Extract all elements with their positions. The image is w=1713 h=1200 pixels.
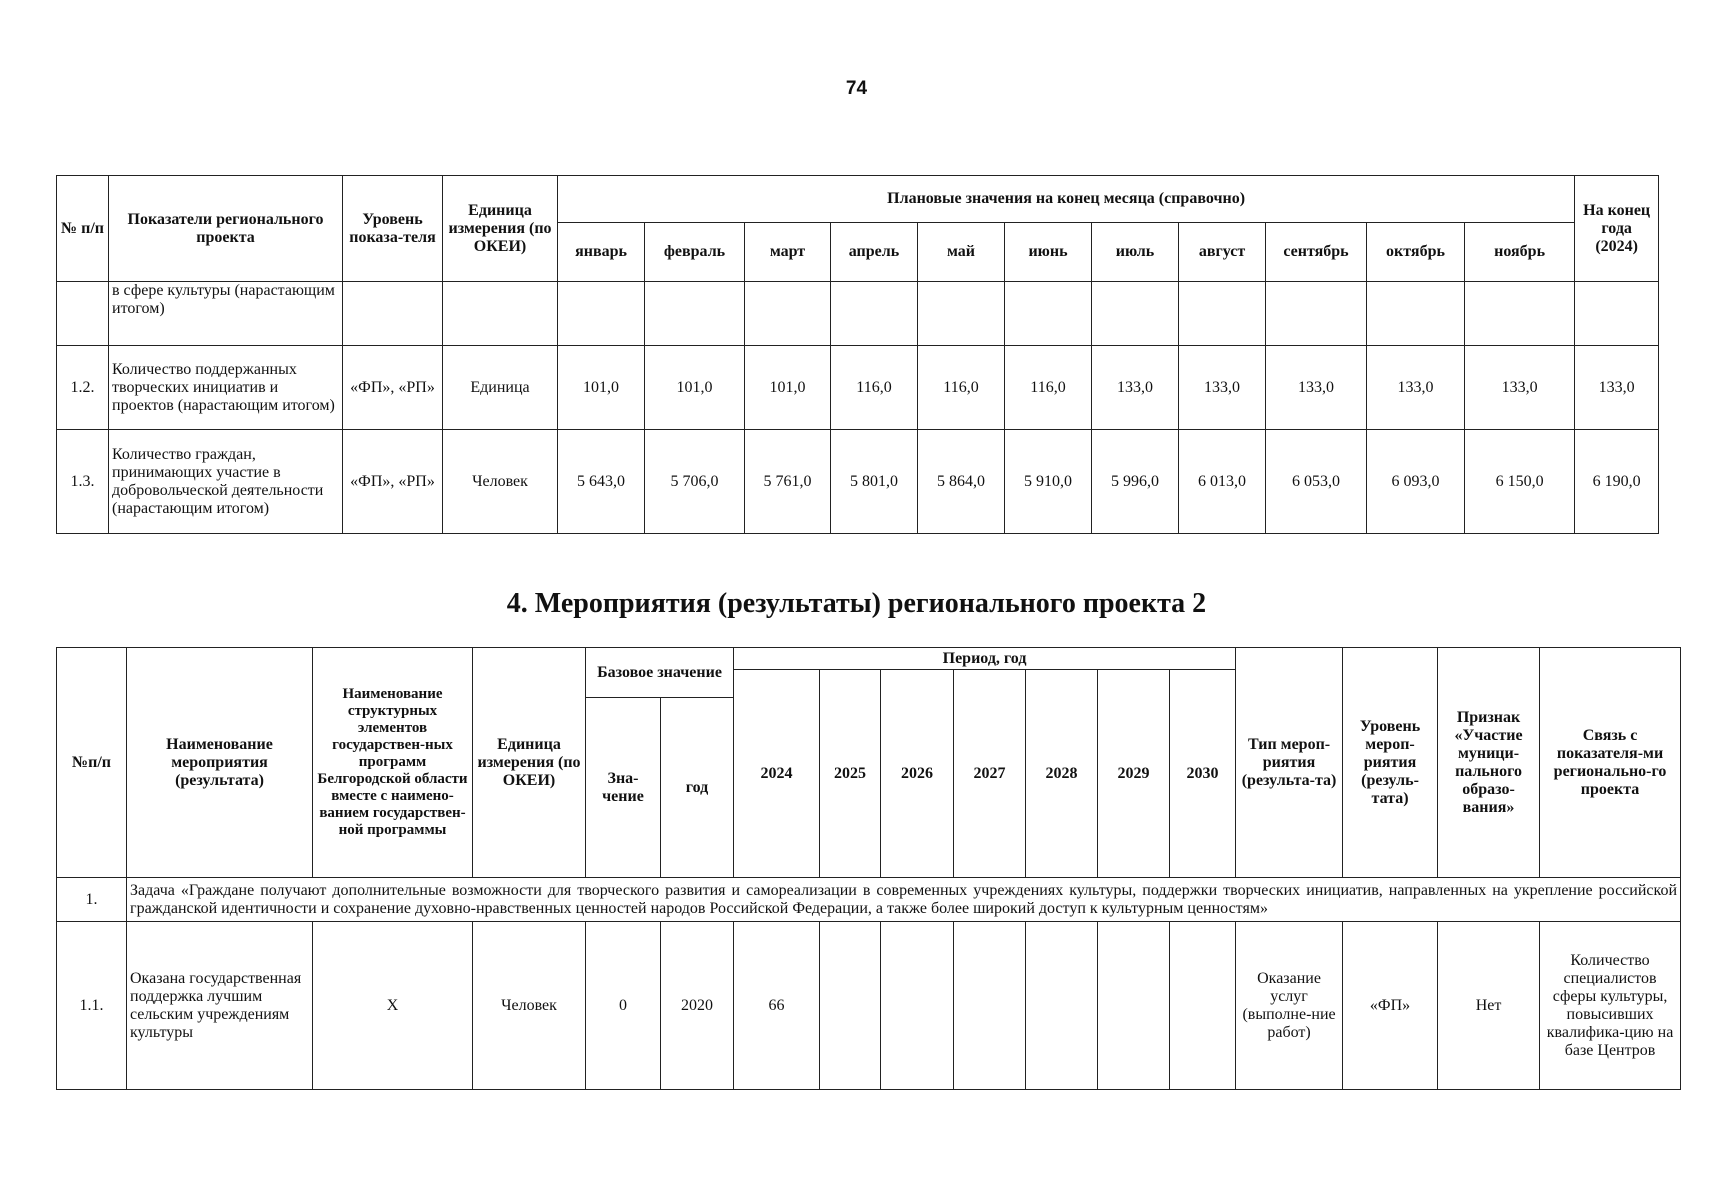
header-month: октябрь — [1367, 223, 1465, 282]
header-base: Базовое значение — [586, 648, 734, 698]
header-period: Период, год — [734, 648, 1236, 670]
header-month: сентябрь — [1266, 223, 1367, 282]
row-value: 5 761,0 — [745, 430, 831, 534]
table-row — [57, 282, 1659, 346]
row-level: «ФП», «РП» — [343, 346, 443, 430]
header-month: август — [1179, 223, 1266, 282]
row-structural: X — [313, 922, 473, 1090]
header-unit: Единица измерения (по ОКЕИ) — [443, 176, 558, 282]
row-num — [57, 282, 109, 346]
row-value: 6 150,0 — [1465, 430, 1575, 534]
row-num: 1.2. — [57, 346, 109, 430]
row-value: 116,0 — [918, 346, 1005, 430]
row-value — [1092, 282, 1179, 346]
row-value: 133,0 — [1465, 346, 1575, 430]
header-structural: Наименование структурных элементов государствен-ных программ Белгородской области вместе с наимено-ванием государствен-ной программы — [313, 648, 473, 878]
task-num: 1. — [57, 878, 127, 922]
header-year: 2029 — [1098, 670, 1170, 878]
row-level — [343, 282, 443, 346]
row-year-value — [1098, 922, 1170, 1090]
row-unit: Единица — [443, 346, 558, 430]
row-value — [745, 282, 831, 346]
row-value — [1179, 282, 1266, 346]
row-value — [1465, 282, 1575, 346]
row-year-end: 6 190,0 — [1575, 430, 1659, 534]
row-value: 5 801,0 — [831, 430, 918, 534]
task-row — [57, 878, 1681, 922]
row-value — [1367, 282, 1465, 346]
row-value: 101,0 — [645, 346, 745, 430]
row-name: Количество граждан, принимающих участие в добровольческой деятельности (нарастающим итогом) — [109, 430, 343, 534]
section-heading: 4. Мероприятия (результаты) регионального проекта 2 — [506, 588, 1207, 619]
row-unit — [443, 282, 558, 346]
row-value: 5 706,0 — [645, 430, 745, 534]
header-month: июнь — [1005, 223, 1092, 282]
header-year: 2028 — [1026, 670, 1098, 878]
row-year-value — [820, 922, 881, 1090]
row-level: «ФП» — [1343, 922, 1438, 1090]
row-value — [1266, 282, 1367, 346]
row-value: 133,0 — [1266, 346, 1367, 430]
row-name: Оказана государственная поддержка лучшим сельским учреждениям культуры — [127, 922, 313, 1090]
header-year: 2026 — [881, 670, 954, 878]
row-municipal: Нет — [1438, 922, 1540, 1090]
header-base-value: Зна-чение — [586, 698, 661, 878]
row-value: 116,0 — [831, 346, 918, 430]
row-name: в сфере культуры (нарастающим итогом) — [109, 282, 343, 346]
row-value: 133,0 — [1367, 346, 1465, 430]
header-num: №п/п — [57, 648, 127, 878]
row-type: Оказание услуг (выполне-ние работ) — [1236, 922, 1343, 1090]
table-row — [57, 922, 1681, 1090]
row-year-value: 66 — [734, 922, 820, 1090]
header-level: Уровень показа-теля — [343, 176, 443, 282]
row-year-end — [1575, 282, 1659, 346]
row-year-value — [1026, 922, 1098, 1090]
table-row — [57, 346, 1659, 430]
row-value: 5 864,0 — [918, 430, 1005, 534]
row-value — [558, 282, 645, 346]
header-base-year: год — [661, 698, 734, 878]
row-value: 6 093,0 — [1367, 430, 1465, 534]
row-link: Количество специалистов сферы культуры, повысивших квалифика-цию на базе Центров — [1540, 922, 1681, 1090]
header-month: март — [745, 223, 831, 282]
header-municipal: Признак «Участие муници-пального образо-вания» — [1438, 648, 1540, 878]
row-base-value: 0 — [586, 922, 661, 1090]
page-number: 74 — [845, 78, 868, 99]
task-text: Задача «Граждане получают дополнительные возможности для творческого развития и самореализации в современных учреждениях культуры, поддержки творческих инициатив, направленных на укрепление российской гражданской идентичности и сохранение духовно-нравственных ценностей народов Российской Федерации, а также более широкий доступ к культурным ценностям» — [127, 878, 1681, 922]
header-month: апрель — [831, 223, 918, 282]
row-value: 101,0 — [558, 346, 645, 430]
row-year-value — [954, 922, 1026, 1090]
row-num: 1.3. — [57, 430, 109, 534]
row-value: 5 910,0 — [1005, 430, 1092, 534]
indicators-table — [56, 175, 1659, 534]
header-link: Связь с показателя-ми регионально-го проекта — [1540, 648, 1681, 878]
row-unit: Человек — [473, 922, 586, 1090]
row-value: 5 643,0 — [558, 430, 645, 534]
header-month: ноябрь — [1465, 223, 1575, 282]
header-month: февраль — [645, 223, 745, 282]
row-year-value — [1170, 922, 1236, 1090]
header-plan: Плановые значения на конец месяца (справочно) — [558, 176, 1575, 223]
row-value — [831, 282, 918, 346]
row-value: 101,0 — [745, 346, 831, 430]
header-num: № п/п — [57, 176, 109, 282]
table-row — [57, 430, 1659, 534]
row-value — [645, 282, 745, 346]
row-value: 133,0 — [1179, 346, 1266, 430]
header-name: Наименование мероприятия (результата) — [127, 648, 313, 878]
row-unit: Человек — [443, 430, 558, 534]
header-month: январь — [558, 223, 645, 282]
header-year: 2024 — [734, 670, 820, 878]
header-level: Уровень мероп-риятия (резуль-тата) — [1343, 648, 1438, 878]
row-year-end: 133,0 — [1575, 346, 1659, 430]
row-num: 1.1. — [57, 922, 127, 1090]
header-year: 2025 — [820, 670, 881, 878]
header-year: 2027 — [954, 670, 1026, 878]
header-type: Тип мероп-риятия (результа-та) — [1236, 648, 1343, 878]
row-value — [1005, 282, 1092, 346]
row-value — [918, 282, 1005, 346]
row-value: 6 053,0 — [1266, 430, 1367, 534]
row-level: «ФП», «РП» — [343, 430, 443, 534]
row-value: 133,0 — [1092, 346, 1179, 430]
header-unit: Единица измерения (по ОКЕИ) — [473, 648, 586, 878]
header-month: май — [918, 223, 1005, 282]
row-value: 5 996,0 — [1092, 430, 1179, 534]
row-base-year: 2020 — [661, 922, 734, 1090]
row-name: Количество поддержанных творческих инициатив и проектов (нарастающим итогом) — [109, 346, 343, 430]
header-month: июль — [1092, 223, 1179, 282]
row-value: 116,0 — [1005, 346, 1092, 430]
header-year: 2030 — [1170, 670, 1236, 878]
header-year-end: На конец года (2024) — [1575, 176, 1659, 282]
header-indicator: Показатели регионального проекта — [109, 176, 343, 282]
activities-table — [56, 647, 1681, 1090]
row-year-value — [881, 922, 954, 1090]
row-value: 6 013,0 — [1179, 430, 1266, 534]
